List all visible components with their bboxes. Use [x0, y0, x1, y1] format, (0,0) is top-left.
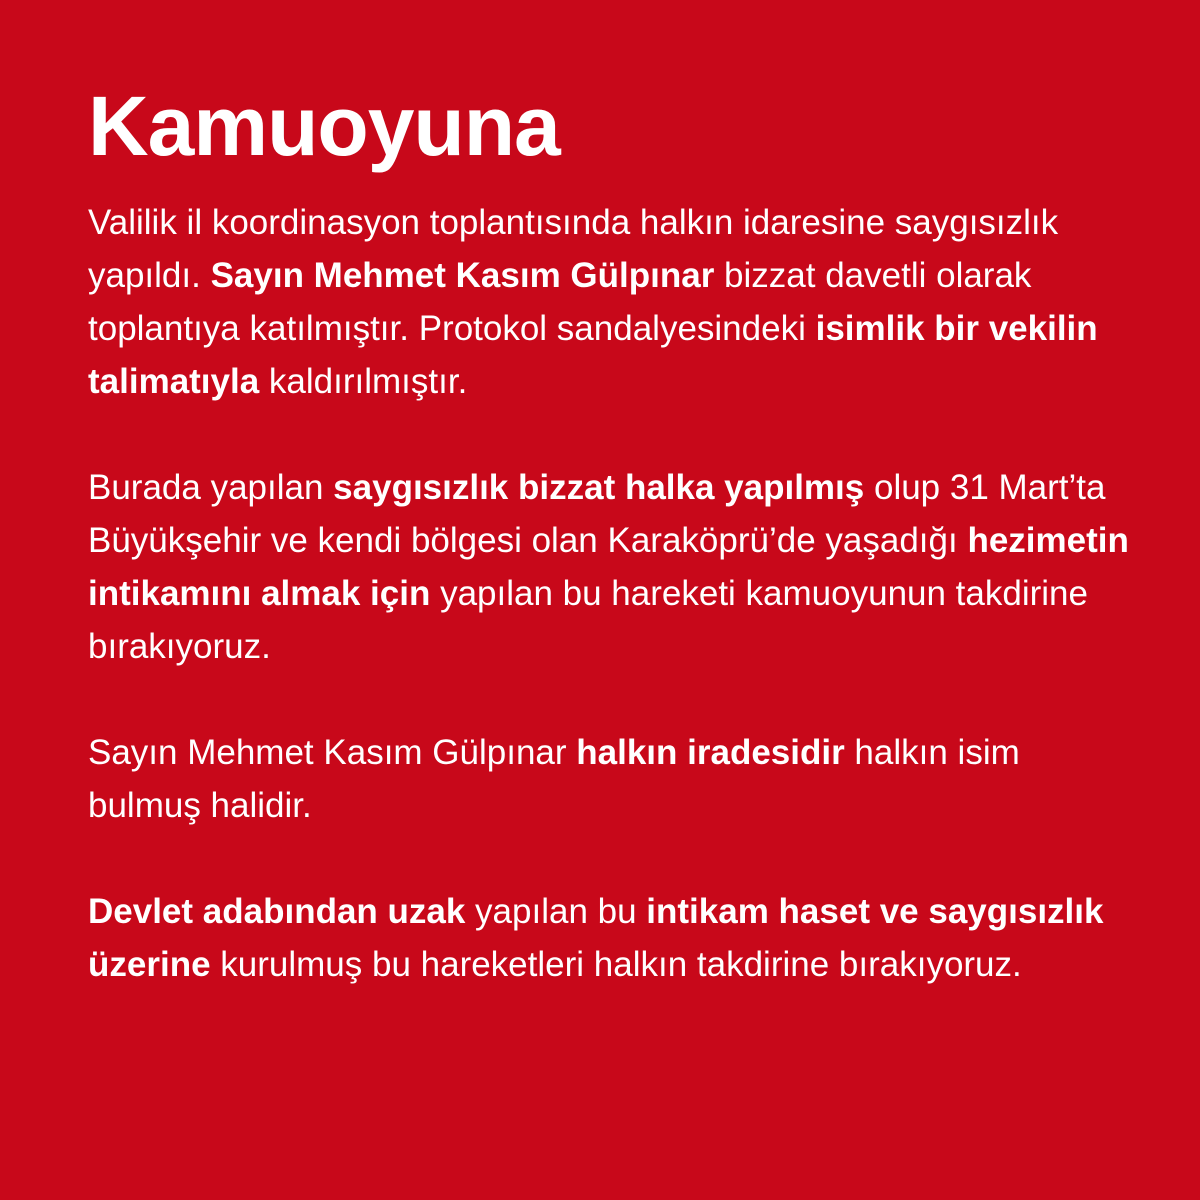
paragraph-4-text-1: yapılan bu: [465, 892, 647, 931]
paragraph-4: [88, 885, 1140, 991]
paragraph-2-text-3: yapılan bu hareketi kamuoyunun takdirine bırakıyoruz.: [88, 574, 1088, 666]
paragraph-1-bold-1: Sayın Mehmet Kasım Gülpınar: [210, 256, 715, 295]
paragraph-3: [88, 726, 1140, 832]
paragraph-4-bold-2: intikam haset ve saygısızlık üzerine: [88, 892, 1104, 984]
paragraph-3-bold-1: halkın iradesidir: [576, 733, 845, 772]
paragraph-1-bold-2: isimlik bir vekilin talimatıyla: [88, 309, 1098, 401]
paragraph-4-text-2: kurulmuş bu hareketleri halkın takdirine bırakıyoruz.: [210, 945, 1022, 984]
paragraph-2-text-1: Burada yapılan: [88, 468, 334, 507]
paragraph-2-text-2: olup 31 Mart’ta Büyükşehir ve kendi bölgesi olan Karaköprü’de yaşadığı: [88, 468, 1106, 560]
paragraph-2-bold-1: saygısızlık bizzat halka yapılmış: [333, 468, 865, 507]
paragraph-3-text-2: halkın isim bulmuş halidir.: [88, 733, 1020, 825]
paragraph-3-text-1: Sayın Mehmet Kasım Gülpınar: [88, 733, 577, 772]
paragraph-1-text-2: bizzat davetli olarak toplantıya katılmıştır. Protokol sandalyesindeki: [88, 256, 1032, 348]
paragraph-1-text-3: kaldırılmıştır.: [259, 362, 468, 401]
paragraph-2: [88, 461, 1140, 673]
paragraph-1: [88, 196, 1140, 408]
paragraph-1-text-1: Valilik il koordinasyon toplantısında halkın idaresine saygısızlık yapıldı.: [88, 203, 1059, 295]
paragraph-4-bold-1: Devlet adabından uzak: [88, 892, 466, 931]
page-title: Kamuoyuna: [88, 79, 560, 173]
paragraph-2-bold-2: hezimetin intikamını almak için: [88, 521, 1129, 613]
